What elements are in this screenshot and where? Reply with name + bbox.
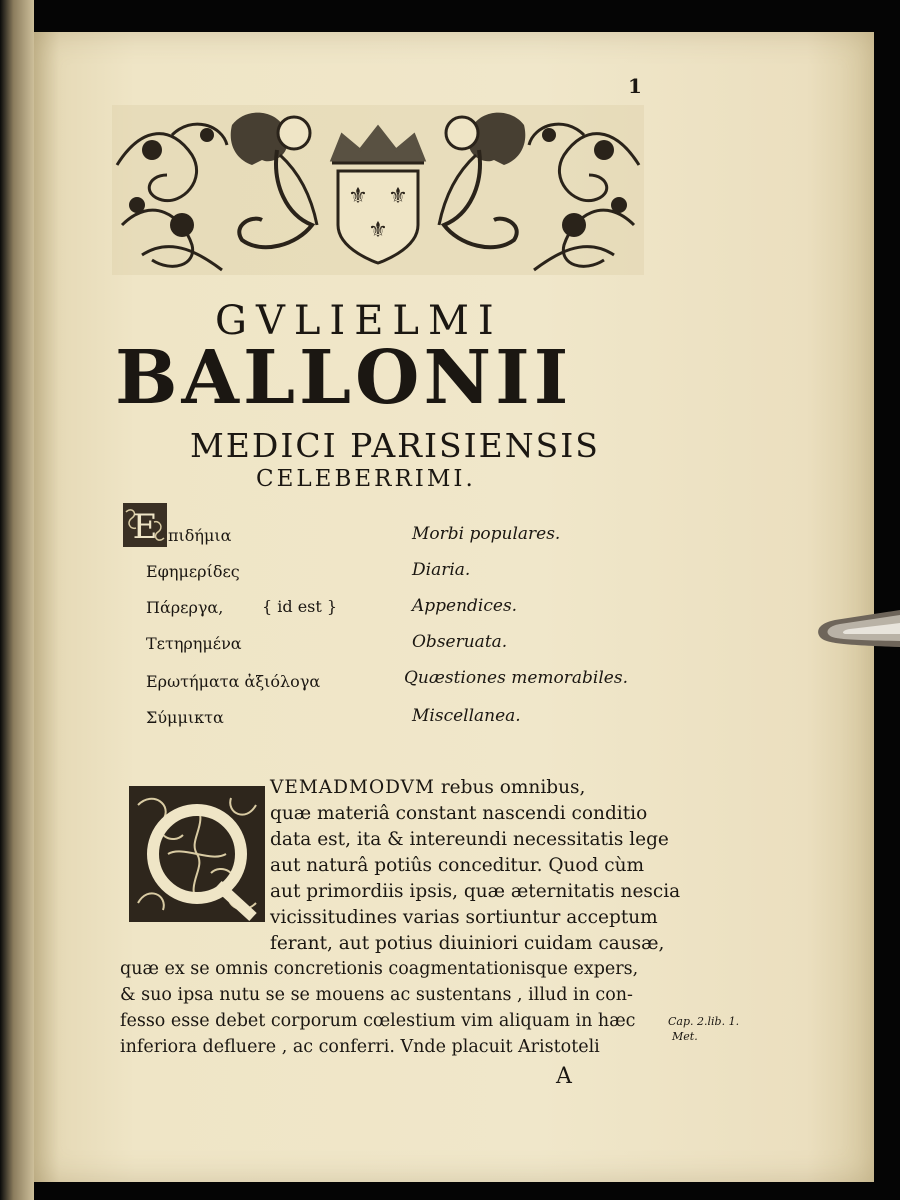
glossary-greek-4: Τετηρημένα [146, 634, 242, 653]
glossary-latin-4: Obseruata. [412, 632, 508, 652]
signature-mark: A [556, 1064, 572, 1089]
small-drop-cap-letter: E [132, 507, 158, 547]
glossary-greek-1: πιδήμια [168, 526, 232, 545]
glossary-greek-2: Εφημερίδες [146, 562, 240, 581]
body-line-5: aut primordiis ipsis, quæ æternitatis nescia [270, 881, 681, 902]
title-epithet: CELEBERRIMI. [256, 466, 476, 492]
marginal-note-continuation: Met. [672, 1030, 698, 1043]
opening-word: VEMADMODVM [270, 777, 435, 798]
glossary-latin-6: Miscellanea. [412, 706, 521, 726]
title-profession: MEDICI PARISIENSIS [190, 426, 600, 465]
svg-text:⚜: ⚜ [368, 218, 388, 243]
large-drop-cap-ornament [128, 785, 266, 923]
svg-text:⚜: ⚜ [388, 184, 408, 209]
headpiece-ornament [112, 105, 644, 275]
glossary-latin-5: Quæstiones memorabiles. [404, 668, 628, 688]
body-line-9: & suo ipsa nutu se se mouens ac sustentans , illud in con- [120, 985, 633, 1005]
body-line-6: vicissitudines varias sortiuntur acceptum [270, 907, 658, 928]
glossary-id-est-bracket: { id est } [262, 597, 338, 616]
title-author-first-name: GVLIELMI [215, 298, 503, 344]
body-line-3: data est, ita & intereundi necessitatis lege [270, 829, 669, 850]
page-number: 1 [628, 74, 642, 98]
small-drop-cap-ornament [122, 502, 168, 548]
svg-text:⚜: ⚜ [348, 184, 368, 209]
glossary-latin-2: Diaria. [412, 560, 471, 580]
body-line-10: fesso esse debet corporum cœlestium vim aliquam in hæc [120, 1011, 636, 1031]
glossary-greek-3: Πάρεργα, [146, 598, 224, 617]
body-line-4: aut naturâ potiûs conceditur. Quod cùm [270, 855, 645, 876]
body-line-1-text: rebus omnibus, [440, 777, 586, 798]
glossary-latin-1: Morbi populares. [412, 524, 561, 544]
body-line-8: quæ ex se omnis concretionis coagmentationisque expers, [120, 959, 639, 979]
body-line-7: ferant, aut potius diuiniori cuidam causæ, [270, 933, 665, 954]
glossary-greek-6: Σύμμικτα [146, 708, 224, 727]
metal-bookmark-clip [815, 605, 900, 655]
page-left-edge [0, 0, 34, 1200]
glossary-greek-5: Ερωτήματα ἀξιόλογα [146, 672, 321, 691]
body-line-1 [270, 777, 585, 798]
marginal-note-reference: Cap. 2.lib. 1. [668, 1015, 740, 1028]
body-line-2: quæ materiâ constant nascendi conditio [270, 803, 648, 824]
body-line-11: inferiora defluere , ac conferri. Vnde placuit Aristoteli [120, 1037, 600, 1057]
title-author-surname: BALLONII [115, 335, 573, 421]
glossary-latin-3: Appendices. [412, 596, 518, 616]
